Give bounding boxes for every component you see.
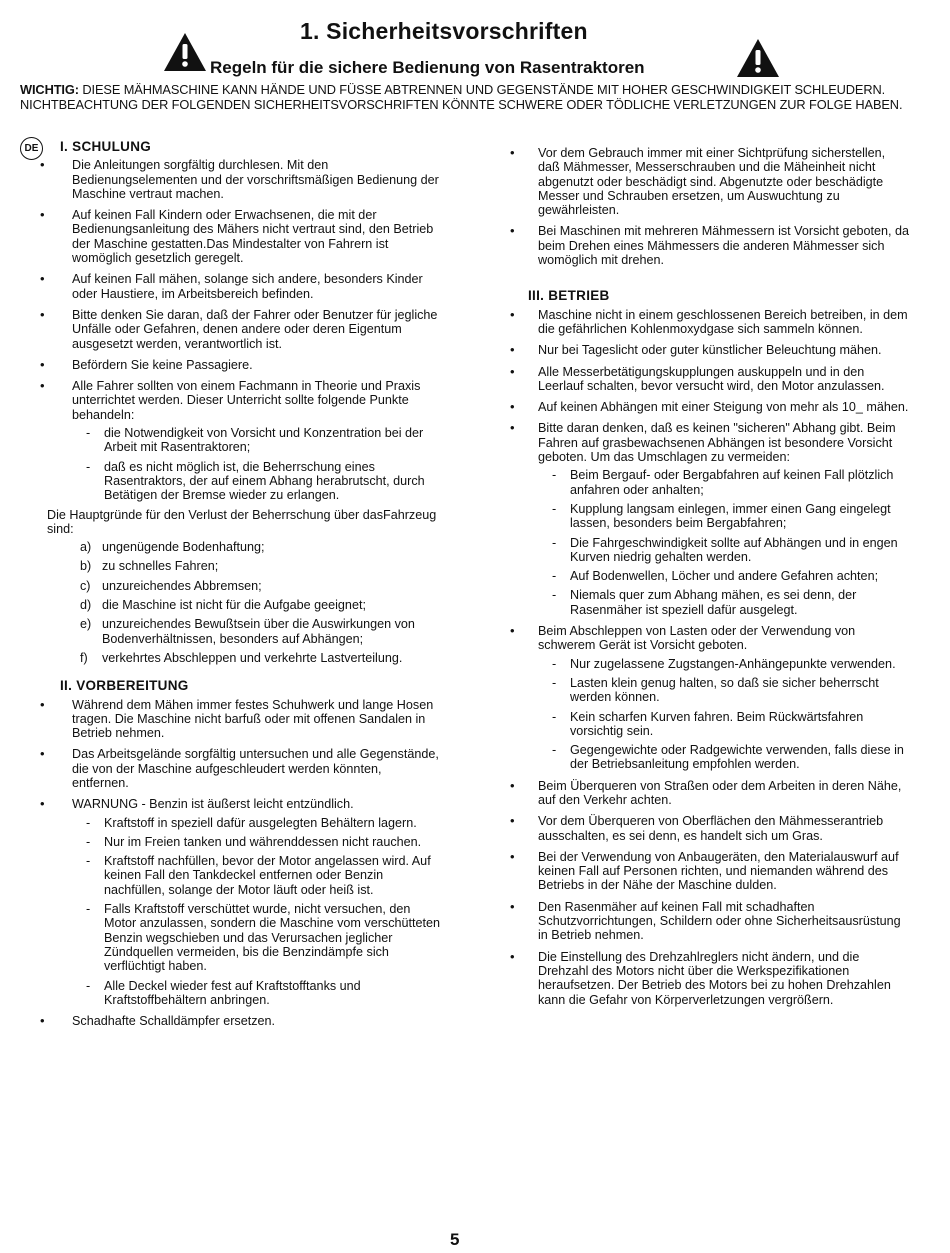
list-item: • Auf keinen Fall Kindern oder Erwachsenen, die mit der Bedienungsanleitung des Mähers nicht vertraut sind, den Betrieb der Maschine gestatten.Das Mindestalter von Fahrern ist womöglich gesetzlich geregelt.	[20, 208, 440, 265]
sub-list-item: - Kraftstoff in speziell dafür ausgelegten Behältern lagern.	[72, 816, 440, 830]
betrieb-list	[508, 308, 910, 1007]
list-item: • Befördern Sie keine Passagiere.	[20, 358, 440, 372]
reasons-list	[20, 540, 440, 665]
list-item: • Bitte denken Sie daran, daß der Fahrer oder Benutzer für jegliche Unfälle oder Gefahren, denen andere oder deren Eigentum ausgesetzt werden, verantwortlich ist.	[20, 308, 440, 351]
list-item: • Nur bei Tageslicht oder guter künstlicher Beleuchtung mähen.	[508, 343, 910, 357]
vorbereitung-list-continued	[508, 146, 910, 267]
item-text: die Maschine ist nicht für die Aufgabe geeignet;	[102, 598, 366, 613]
sub-list-item: - daß es nicht möglich ist, die Beherrschung eines Rasentraktors, der auf einem Abhang herabrutscht, durch Betätigen der Bremse wieder zu erlangen.	[72, 460, 440, 503]
sub-list	[72, 426, 440, 502]
item-text: zu schnelles Fahren;	[102, 559, 219, 574]
paragraph: Die Hauptgründe für den Verlust der Beherrschung über dasFahrzeug sind:	[47, 507, 437, 536]
item-text: ungenügende Bodenhaftung;	[102, 540, 265, 555]
item-letter: e)	[80, 617, 92, 632]
list-item	[20, 379, 440, 502]
sub-list-item: - Lasten klein genug halten, so daß sie sicher beherrscht werden können.	[538, 676, 910, 705]
right-column	[508, 146, 910, 1014]
list-item	[20, 540, 440, 554]
section-schulung-header	[20, 140, 440, 154]
list-item: • Bei Maschinen mit mehreren Mähmessern ist Vorsicht geboten, da beim Drehen eines Mähmessers die anderen Mähmesser sich womöglich mit drehen.	[508, 224, 910, 267]
list-item	[508, 421, 910, 617]
schulung-list	[20, 158, 440, 502]
warning-label: WICHTIG:	[20, 82, 79, 97]
list-item-text: Beim Abschleppen von Lasten oder der Verwendung von schwerem Gerät ist Vorsicht geboten.	[538, 624, 856, 653]
item-letter: a)	[80, 540, 92, 555]
sub-list-item: - Kein scharfen Kurven fahren. Beim Rückwärtsfahren vorsichtig sein.	[538, 710, 910, 739]
list-item: • Beim Überqueren von Straßen oder dem Arbeiten in deren Nähe, auf den Verkehr achten.	[508, 779, 910, 808]
left-column	[20, 140, 440, 1035]
list-item-text: Alle Fahrer sollten von einem Fachmann in Theorie und Praxis unterrichtet werden. Dieser Unterricht sollte folgende Punkte behandeln:	[72, 379, 421, 422]
section-heading: III. BETRIEB	[528, 288, 610, 304]
section-betrieb-header	[508, 289, 910, 303]
list-item: • Auf keinen Abhängen mit einer Steigung von mehr als 10_ mähen.	[508, 400, 910, 414]
sub-list	[538, 657, 910, 772]
sub-list-item: - Nur im Freien tanken und währenddessen nicht rauchen.	[72, 835, 440, 849]
item-text: unzureichendes Abbremsen;	[102, 578, 262, 593]
list-item: • Alle Messerbetätigungskupplungen auskuppeln und in den Leerlauf schalten, bevor versucht wird, den Motor anzulassen.	[508, 365, 910, 394]
sub-list	[538, 468, 910, 617]
page-subtitle: Regeln für die sichere Bedienung von Rasentraktoren	[210, 58, 645, 77]
sub-list-item: - Niemals quer zum Abhang mähen, es sei denn, der Rasenmäher ist speziell dafür ausgelegt.	[538, 588, 910, 617]
list-item: • Die Einstellung des Drehzahlreglers nicht ändern, und die Drehzahl des Motors nicht über die Werkspezifikationen heraufsetzen. Der Betrieb des Motors bei zu hohen Drehzahlen kann die Gefahr von Körperverletzungen vergrößern.	[508, 950, 910, 1007]
list-item: • Das Arbeitsgelände sorgfältig untersuchen und alle Gegenstände, die von der Maschine aufgeschleudert werden könnten, entfernen.	[20, 747, 440, 790]
list-item: • Die Anleitungen sorgfältig durchlesen. Mit den Bedienungselementen und der vorschriftsmäßigen Bedienung der Maschine vertraut machen.	[20, 158, 440, 201]
warning-triangle-icon	[736, 38, 780, 78]
list-item	[508, 624, 910, 772]
list-item: • Schadhafte Schalldämpfer ersetzen.	[20, 1014, 440, 1028]
sub-list-item: - Kupplung langsam einlegen, immer einen Gang eingelegt lassen, besonders beim Bergabfahren;	[538, 502, 910, 531]
item-letter: b)	[80, 559, 92, 574]
sub-list-item: - Falls Kraftstoff verschüttet wurde, nicht versuchen, den Motor anzulassen, sondern die Maschine vom verschütteten Benzin wegschieben und das Verursachen jeglicher Zündquellen vermeiden, bis die Benzindämpfe sich verflüchtigt haben.	[72, 902, 440, 973]
item-letter: f)	[80, 650, 88, 665]
list-item: • Während dem Mähen immer festes Schuhwerk und lange Hosen tragen. Die Maschine nicht barfuß oder mit offenen Sandalen in Betrieb nehmen.	[20, 698, 440, 741]
sub-list	[72, 816, 440, 1008]
language-badge: DE	[20, 137, 43, 160]
sub-list-item: - Alle Deckel wieder fest auf Kraftstofftanks und Kraftstoffbehältern anbringen.	[72, 979, 440, 1008]
sub-list-item: - Gegengewichte oder Radgewichte verwenden, falls diese in der Betriebsanleitung empfohlen werden.	[538, 743, 910, 772]
item-letter: c)	[80, 578, 91, 593]
page-title: 1. Sicherheitsvorschriften	[300, 18, 588, 44]
list-item	[20, 598, 440, 612]
list-item	[20, 617, 440, 646]
item-letter: d)	[80, 598, 92, 613]
list-item	[20, 559, 440, 573]
list-item-text: Bitte daran denken, daß es keinen "sicheren" Abhang gibt. Beim Fahren auf grasbewachsenen Abhängen ist besondere Vorsicht geboten. Um das Umschlagen zu vermeiden:	[538, 421, 896, 465]
section-heading: II. VORBEREITUNG	[60, 678, 189, 694]
list-item	[20, 579, 440, 593]
list-item	[20, 651, 440, 665]
section-heading: I. SCHULUNG	[60, 139, 152, 154]
item-text: unzureichendes Bewußtsein über die Auswirkungen von Bodenverhältnissen, besonders auf Abhängen;	[102, 617, 415, 646]
list-item: • Den Rasenmäher auf keinen Fall mit schadhaften Schutzvorrichtungen, Schildern oder ohne Sicherheitsausrüstung in Betrieb nehmen.	[508, 900, 910, 943]
item-text: verkehrtes Abschleppen und verkehrte Lastverteilung.	[102, 650, 403, 665]
sub-list-item: - die Notwendigkeit von Vorsicht und Konzentration bei der Arbeit mit Rasentraktoren;	[72, 426, 440, 455]
sub-list-item: - Kraftstoff nachfüllen, bevor der Motor angelassen wird. Auf keinen Fall den Tankdeckel entfernen oder Benzin nachfüllen, solange der Motor läuft oder heiß ist.	[72, 854, 440, 897]
list-item	[20, 797, 440, 1007]
list-item: • Bei der Verwendung von Anbaugeräten, den Materialauswurf auf keinen Fall auf Personen richten, und niemanden während des Betriebs in der Nähe der Maschine dulden.	[508, 850, 910, 893]
warning-triangle-icon	[163, 32, 207, 72]
list-item: • Vor dem Gebrauch immer mit einer Sichtprüfung sicherstellen, daß Mähmesser, Messerschrauben und die Mäheinheit nicht abgenutzt oder beschädigt sind. Abgenutzte oder beschädigte Messer und Schrauben ersetzen, um Auswuchtung zu gewährleisten.	[508, 146, 910, 217]
sub-list-item: - Auf Bodenwellen, Löcher und andere Gefahren achten;	[538, 569, 910, 583]
list-item: • Auf keinen Fall mähen, solange sich andere, besonders Kinder oder Haustiere, im Arbeitsbereich befinden.	[20, 272, 440, 301]
list-item-text: WARNUNG - Benzin ist äußerst leicht entzündlich.	[72, 797, 354, 812]
page-number: 5	[450, 1230, 460, 1249]
list-item: • Vor dem Überqueren von Oberflächen den Mähmesserantrieb ausschalten, es sei denn, es handelt sich um Gras.	[508, 814, 910, 843]
list-item: • Maschine nicht in einem geschlossenen Bereich betreiben, in dem die gefährlichen Kohlenmoxydgase sich sammeln können.	[508, 308, 910, 337]
vorbereitung-list	[20, 698, 440, 1029]
section-vorbereitung-header	[20, 679, 440, 693]
sub-list-item: - Beim Bergauf- oder Bergabfahren auf keinen Fall plötzlich anfahren oder anhalten;	[538, 468, 910, 497]
important-warning	[20, 82, 920, 112]
warning-text: DIESE MÄHMASCHINE KANN HÄNDE UND FÜSSE ABTRENNEN UND GEGENSTÄNDE MIT HOHER GESCHWINDIGKEIT SCHLEUDERN. NICHTBEACHTUNG DER FOLGENDEN SICHERHEITSVORSCHRIFTEN KÖNNTE SCHWERE ODER TÖDLICHE VERLETZUNGEN ZUR FOLGE HABEN.	[20, 82, 903, 112]
sub-list-item: - Nur zugelassene Zugstangen-Anhängepunkte verwenden.	[538, 657, 910, 671]
sub-list-item: - Die Fahrgeschwindigkeit sollte auf Abhängen und in engen Kurven niedrig gehalten werden.	[538, 536, 910, 565]
